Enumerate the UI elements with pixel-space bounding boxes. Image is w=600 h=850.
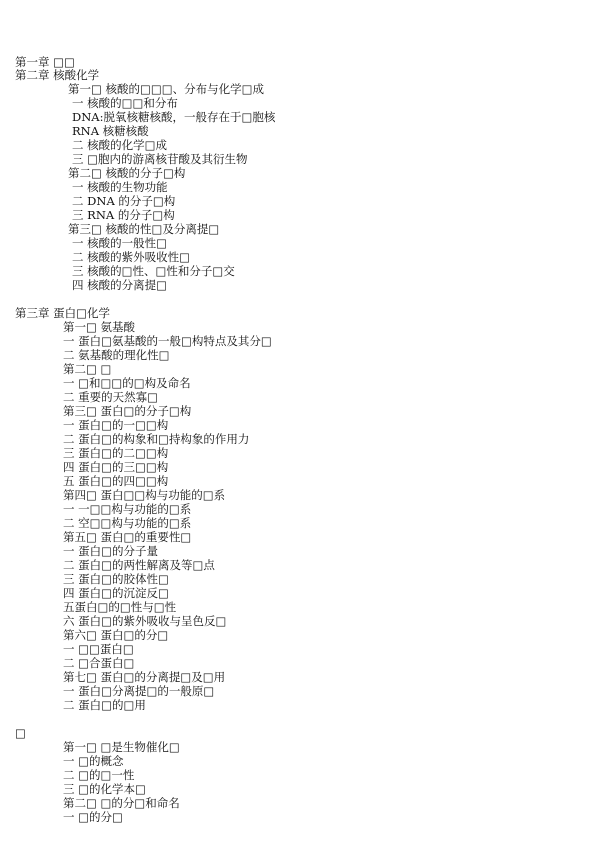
ch4-item: 一 □的概念 xyxy=(63,754,124,768)
ch2-item: 二 DNA 的分子□构 xyxy=(72,194,176,208)
ch3-item: 二 蛋白□的构象和□持构象的作用力 xyxy=(63,432,250,446)
ch3-item: 一 □和□□的□构及命名 xyxy=(63,376,191,390)
ch3-section-4-heading: 第四□ 蛋白□□构与功能的□系 xyxy=(63,488,226,502)
ch3-section-1-heading: 第一□ 氨基酸 xyxy=(63,320,136,334)
ch2-item: 一 核酸的一般性□ xyxy=(72,236,168,250)
ch2-item: 三 核酸的□性、□性和分子□交 xyxy=(72,264,235,278)
ch4-item: 一 □的分□ xyxy=(63,810,123,824)
ch2-item: 一 核酸的□□和分布 xyxy=(72,96,178,110)
ch3-item: 三 蛋白□的二□□构 xyxy=(63,446,169,460)
ch3-section-7-heading: 第七□ 蛋白□的分离提□及□用 xyxy=(63,670,226,684)
ch3-item: 一 蛋白□分离提□的一般原□ xyxy=(63,684,215,698)
ch2-item: 二 核酸的紫外吸收性□ xyxy=(72,250,191,264)
ch2-item: 三 RNA 的分子□构 xyxy=(72,208,175,222)
ch4-item: 二 □的□一性 xyxy=(63,768,135,782)
ch3-item: 五蛋白□的□性与□性 xyxy=(63,600,177,614)
ch3-item: 一 一□□构与功能的□系 xyxy=(63,502,192,516)
ch4-section-2-heading: 第二□ □的分□和命名 xyxy=(63,796,180,810)
ch2-item: DNA:脱氧核糖核酸，一般存在于□胞核 xyxy=(72,110,276,124)
ch3-item: 一 蛋白□的分子量 xyxy=(63,544,159,558)
ch3-item: 四 蛋白□的三□□构 xyxy=(63,460,169,474)
ch2-section-2-heading: 第二□ 核酸的分子□构 xyxy=(68,166,186,180)
ch3-item: 二 蛋白□的两性解离及等□点 xyxy=(63,558,215,572)
ch3-item: 二 □合蛋白□ xyxy=(63,656,135,670)
ch2-item: 二 核酸的化学□成 xyxy=(72,138,168,152)
ch3-item: 一 蛋白□的一□□构 xyxy=(63,418,169,432)
ch4-section-1-heading: 第一□ □是生物催化□ xyxy=(63,740,180,754)
ch3-section-6-heading: 第六□ 蛋白□的分□ xyxy=(63,628,169,642)
ch3-item: 三 蛋白□的胶体性□ xyxy=(63,572,169,586)
ch2-section-1-heading: 第一□ 核酸的□□□、分布与化学□成 xyxy=(68,82,264,96)
ch3-item: 一 蛋白□氨基酸的一般□构特点及其分□ xyxy=(63,334,272,348)
ch3-section-2-heading: 第二□ □ xyxy=(63,362,112,376)
chapter-1-heading: 第一章 □□ xyxy=(15,55,75,69)
ch2-section-3-heading: 第三□ 核酸的性□及分离提□ xyxy=(68,222,220,236)
ch3-item: 四 蛋白□的沉淀反□ xyxy=(63,586,169,600)
ch3-item: 二 蛋白□的□用 xyxy=(63,698,146,712)
ch2-item: 三 □胞内的游离核苷酸及其衍生物 xyxy=(72,152,248,166)
ch3-section-3-heading: 第三□ 蛋白□的分子□构 xyxy=(63,404,192,418)
chapter-2-heading: 第二章 核酸化学 xyxy=(15,68,100,82)
ch3-item: 一 □□蛋白□ xyxy=(63,642,134,656)
ch2-item: 四 核酸的分离提□ xyxy=(72,278,168,292)
chapter-4-heading: □ xyxy=(15,726,26,740)
ch3-section-5-heading: 第五□ 蛋白□的重要性□ xyxy=(63,530,192,544)
ch3-item: 六 蛋白□的紫外吸收与呈色反□ xyxy=(63,614,227,628)
ch3-item: 五 蛋白□的四□□构 xyxy=(63,474,169,488)
ch3-item: 二 氨基酸的理化性□ xyxy=(63,348,170,362)
ch4-item: 三 □的化学本□ xyxy=(63,782,146,796)
ch3-item: 二 重要的天然寡□ xyxy=(63,390,159,404)
ch2-item: RNA 核糖核酸 xyxy=(72,124,149,138)
chapter-3-heading: 第三章 蛋白□化学 xyxy=(15,306,111,320)
ch2-item: 一 核酸的生物功能 xyxy=(72,180,168,194)
ch3-item: 二 空□□构与功能的□系 xyxy=(63,516,192,530)
